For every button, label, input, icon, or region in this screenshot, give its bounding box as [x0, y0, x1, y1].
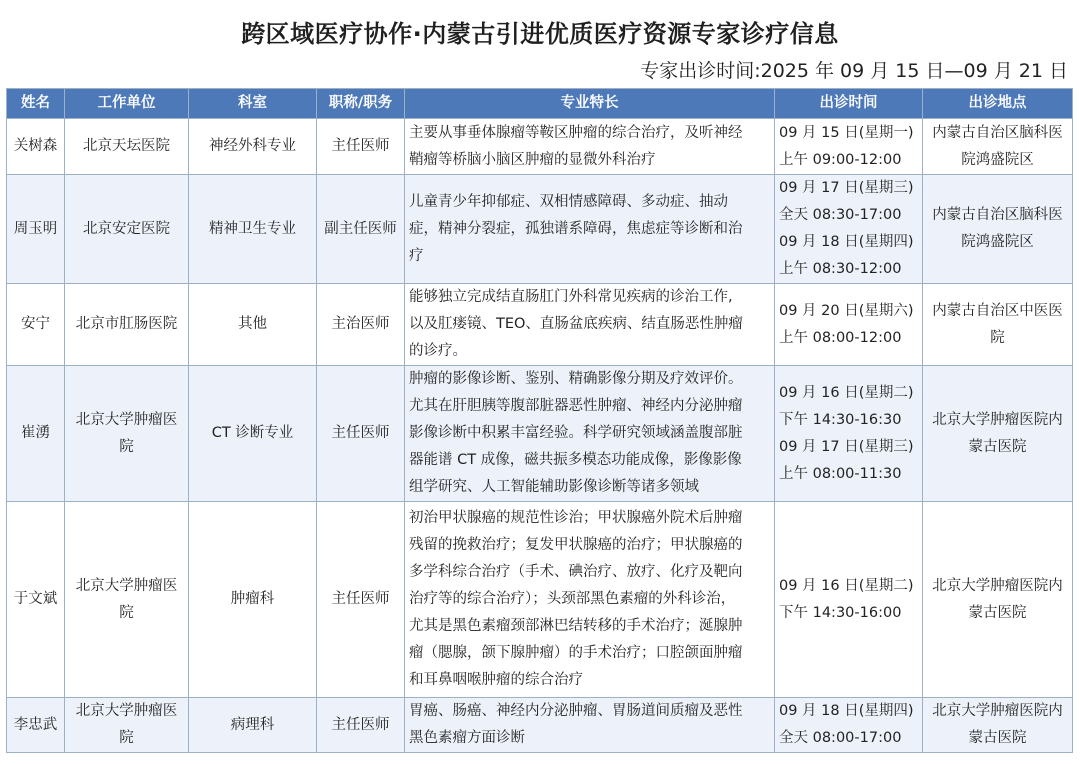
clinic-location	[923, 366, 1073, 502]
cell-line: 和耳鼻咽喉肿瘤的综合治疗	[409, 672, 583, 688]
header-dept: 科室	[189, 89, 317, 119]
header-time: 出诊时间	[775, 89, 923, 119]
cell-line: 09 月 16 日(星期二)	[779, 577, 914, 594]
cell-line: 瘤（腮腺，颌下腺肿瘤）的手术治疗；口腔颌面肿瘤	[409, 645, 743, 661]
header-specialty: 专业特长	[405, 89, 775, 119]
clinic-time	[775, 502, 923, 698]
specialty	[405, 502, 775, 698]
cell-line: 北京大学肿瘤医	[75, 577, 178, 594]
cell-line: 多学科综合治疗（手术、碘治疗、放疗、化疗及靶向	[409, 564, 743, 580]
cell-line: 院	[119, 438, 134, 455]
cell-line: 以及肛瘘镜、TEO、直肠盆底疾病、结直肠恶性肿瘤	[409, 316, 743, 332]
cell-line: 09 月 15 日(星期一)	[779, 124, 914, 141]
expert-name: 周玉明	[7, 175, 65, 284]
specialty	[405, 119, 775, 175]
department: 其他	[189, 284, 317, 366]
work-unit	[65, 175, 189, 284]
cell-line: 儿童青少年抑郁症、双相情感障碍、多动症、抽动	[409, 193, 728, 210]
clinic-location	[923, 119, 1073, 175]
clinic-time	[775, 175, 923, 284]
cell-line: 全天 08:30-17:00	[779, 207, 902, 223]
specialty	[405, 698, 775, 753]
cell-line: 院	[119, 730, 134, 746]
table-row	[7, 502, 1073, 698]
cell-line: 症，精神分裂症，孤独谱系障碍，焦虑症等诊断和治	[409, 220, 743, 237]
department: CT 诊断专业	[189, 366, 317, 502]
work-unit	[65, 502, 189, 698]
header-location: 出诊地点	[923, 89, 1073, 119]
job-title: 主任医师	[317, 502, 405, 698]
work-unit	[65, 366, 189, 502]
cell-line: 影像诊断中积累丰富经验。科学研究领域涵盖腹部脏	[409, 425, 743, 441]
cell-line: 院鸿盛院区	[961, 151, 1034, 168]
clinic-time	[775, 366, 923, 502]
cell-line: 治疗等的综合治疗）；头颈部黑色素瘤的外科诊治，	[409, 591, 736, 607]
cell-line: 北京安定医院	[83, 220, 170, 237]
cell-line: 主要从事垂体腺瘤等鞍区肿瘤的综合治疗，及听神经	[409, 124, 743, 141]
cell-line: 组学研究、人工智能辅助影像诊断等诸多领域	[409, 479, 699, 495]
cell-line: 北京大学肿瘤医	[75, 411, 178, 428]
cell-line: 黑色素瘤方面诊断	[409, 730, 525, 746]
cell-line: 尤其是黑色素瘤颈部淋巴结转移的手术治疗；涎腺肿	[409, 618, 743, 634]
cell-line: 09 月 16 日(星期二)	[779, 384, 914, 401]
cell-line: 下午 14:30-16:30	[779, 411, 902, 428]
cell-line: 北京大学肿瘤医	[75, 703, 178, 719]
table-row	[7, 698, 1073, 753]
job-title: 主任医师	[317, 366, 405, 502]
cell-line: 北京大学肿瘤医院内	[932, 703, 1063, 719]
clinic-time	[775, 284, 923, 366]
department: 神经外科专业	[189, 119, 317, 175]
cell-line: 院	[119, 604, 134, 621]
cell-line: 内蒙古自治区中医医	[932, 302, 1063, 319]
table-row	[7, 366, 1073, 502]
cell-line: 上午 08:00-11:30	[779, 465, 902, 482]
cell-line: 初治甲状腺癌的规范性诊治；甲状腺癌外院术后肿瘤	[409, 510, 743, 526]
table-row	[7, 284, 1073, 366]
expert-name: 于文斌	[7, 502, 65, 698]
header-title: 职称/职务	[317, 89, 405, 119]
cell-line: 北京大学肿瘤医院内	[932, 411, 1063, 428]
cell-line: 09 月 18 日(星期四)	[779, 703, 914, 719]
cell-line: 09 月 18 日(星期四)	[779, 234, 914, 250]
expert-name: 关树森	[7, 119, 65, 175]
cell-line: 上午 09:00-12:00	[779, 151, 902, 168]
specialty	[405, 366, 775, 502]
cell-line: 09 月 20 日(星期六)	[779, 302, 914, 319]
job-title: 主任医师	[317, 698, 405, 753]
department: 肿瘤科	[189, 502, 317, 698]
page-title: 跨区域医疗协作·内蒙古引进优质医疗资源专家诊疗信息	[241, 20, 839, 48]
work-unit	[65, 284, 189, 366]
job-title: 副主任医师	[317, 175, 405, 284]
cell-line: 蒙古医院	[968, 730, 1027, 746]
cell-line: 北京市肛肠医院	[75, 316, 178, 332]
cell-line: 疗	[409, 247, 424, 264]
specialty	[405, 175, 775, 284]
header-name: 姓名	[7, 89, 65, 119]
cell-line: 院	[990, 329, 1005, 346]
cell-line: 内蒙古自治区脑科医	[932, 207, 1063, 223]
expert-name: 崔湧	[7, 366, 65, 502]
expert-name: 安宁	[7, 284, 65, 366]
cell-line: 尤其在肝胆胰等腹部脏器恶性肿瘤、神经内分泌肿瘤	[409, 398, 743, 414]
job-title: 主任医师	[317, 119, 405, 175]
specialty	[405, 284, 775, 366]
cell-line: 上午 08:00-12:00	[779, 329, 902, 346]
cell-line: 器能谱 CT 成像，磁共振多模态功能成像，影像影像	[409, 452, 742, 468]
cell-line: 的诊疗。	[409, 343, 467, 359]
header-unit: 工作单位	[65, 89, 189, 119]
cell-line: 蒙古医院	[968, 438, 1027, 455]
table-header-row	[7, 89, 1073, 119]
schedule-period: 专家出诊时间:2025 年 09 月 15 日—09 月 21 日	[640, 60, 1068, 82]
clinic-location	[923, 284, 1073, 366]
table-row	[7, 119, 1073, 175]
cell-line: 全天 08:00-17:00	[779, 730, 902, 746]
job-title: 主治医师	[317, 284, 405, 366]
clinic-location	[923, 502, 1073, 698]
cell-line: 胃癌、肠癌、神经内分泌肿瘤、胃肠道间质瘤及恶性	[409, 703, 743, 719]
cell-line: 下午 14:30-16:00	[779, 604, 902, 621]
expert-name: 李忠武	[7, 698, 65, 753]
work-unit	[65, 119, 189, 175]
cell-line: 蒙古医院	[968, 604, 1027, 621]
department: 精神卫生专业	[189, 175, 317, 284]
clinic-time	[775, 119, 923, 175]
cell-line: 肿瘤的影像诊断、鉴别、精确影像分期及疗效评价。	[409, 371, 743, 387]
cell-line: 残留的挽救治疗；复发甲状腺癌的治疗；甲状腺癌的	[409, 537, 743, 553]
work-unit	[65, 698, 189, 753]
cell-line: 09 月 17 日(星期三)	[779, 180, 914, 196]
table-row	[7, 175, 1073, 284]
cell-line: 上午 08:30-12:00	[779, 261, 902, 277]
cell-line: 院鸿盛院区	[961, 234, 1034, 250]
clinic-time	[775, 698, 923, 753]
cell-line: 能够独立完成结直肠肛门外科常见疾病的诊治工作,	[409, 289, 733, 305]
cell-line: 北京大学肿瘤医院内	[932, 577, 1063, 594]
cell-line: 内蒙古自治区脑科医	[932, 124, 1063, 141]
clinic-location	[923, 698, 1073, 753]
department: 病理科	[189, 698, 317, 753]
expert-schedule-table	[6, 88, 1073, 753]
cell-line: 09 月 17 日(星期三)	[779, 438, 914, 455]
cell-line: 北京天坛医院	[83, 138, 170, 154]
cell-line: 鞘瘤等桥脑小脑区肿瘤的显微外科治疗	[409, 151, 656, 168]
clinic-location	[923, 175, 1073, 284]
